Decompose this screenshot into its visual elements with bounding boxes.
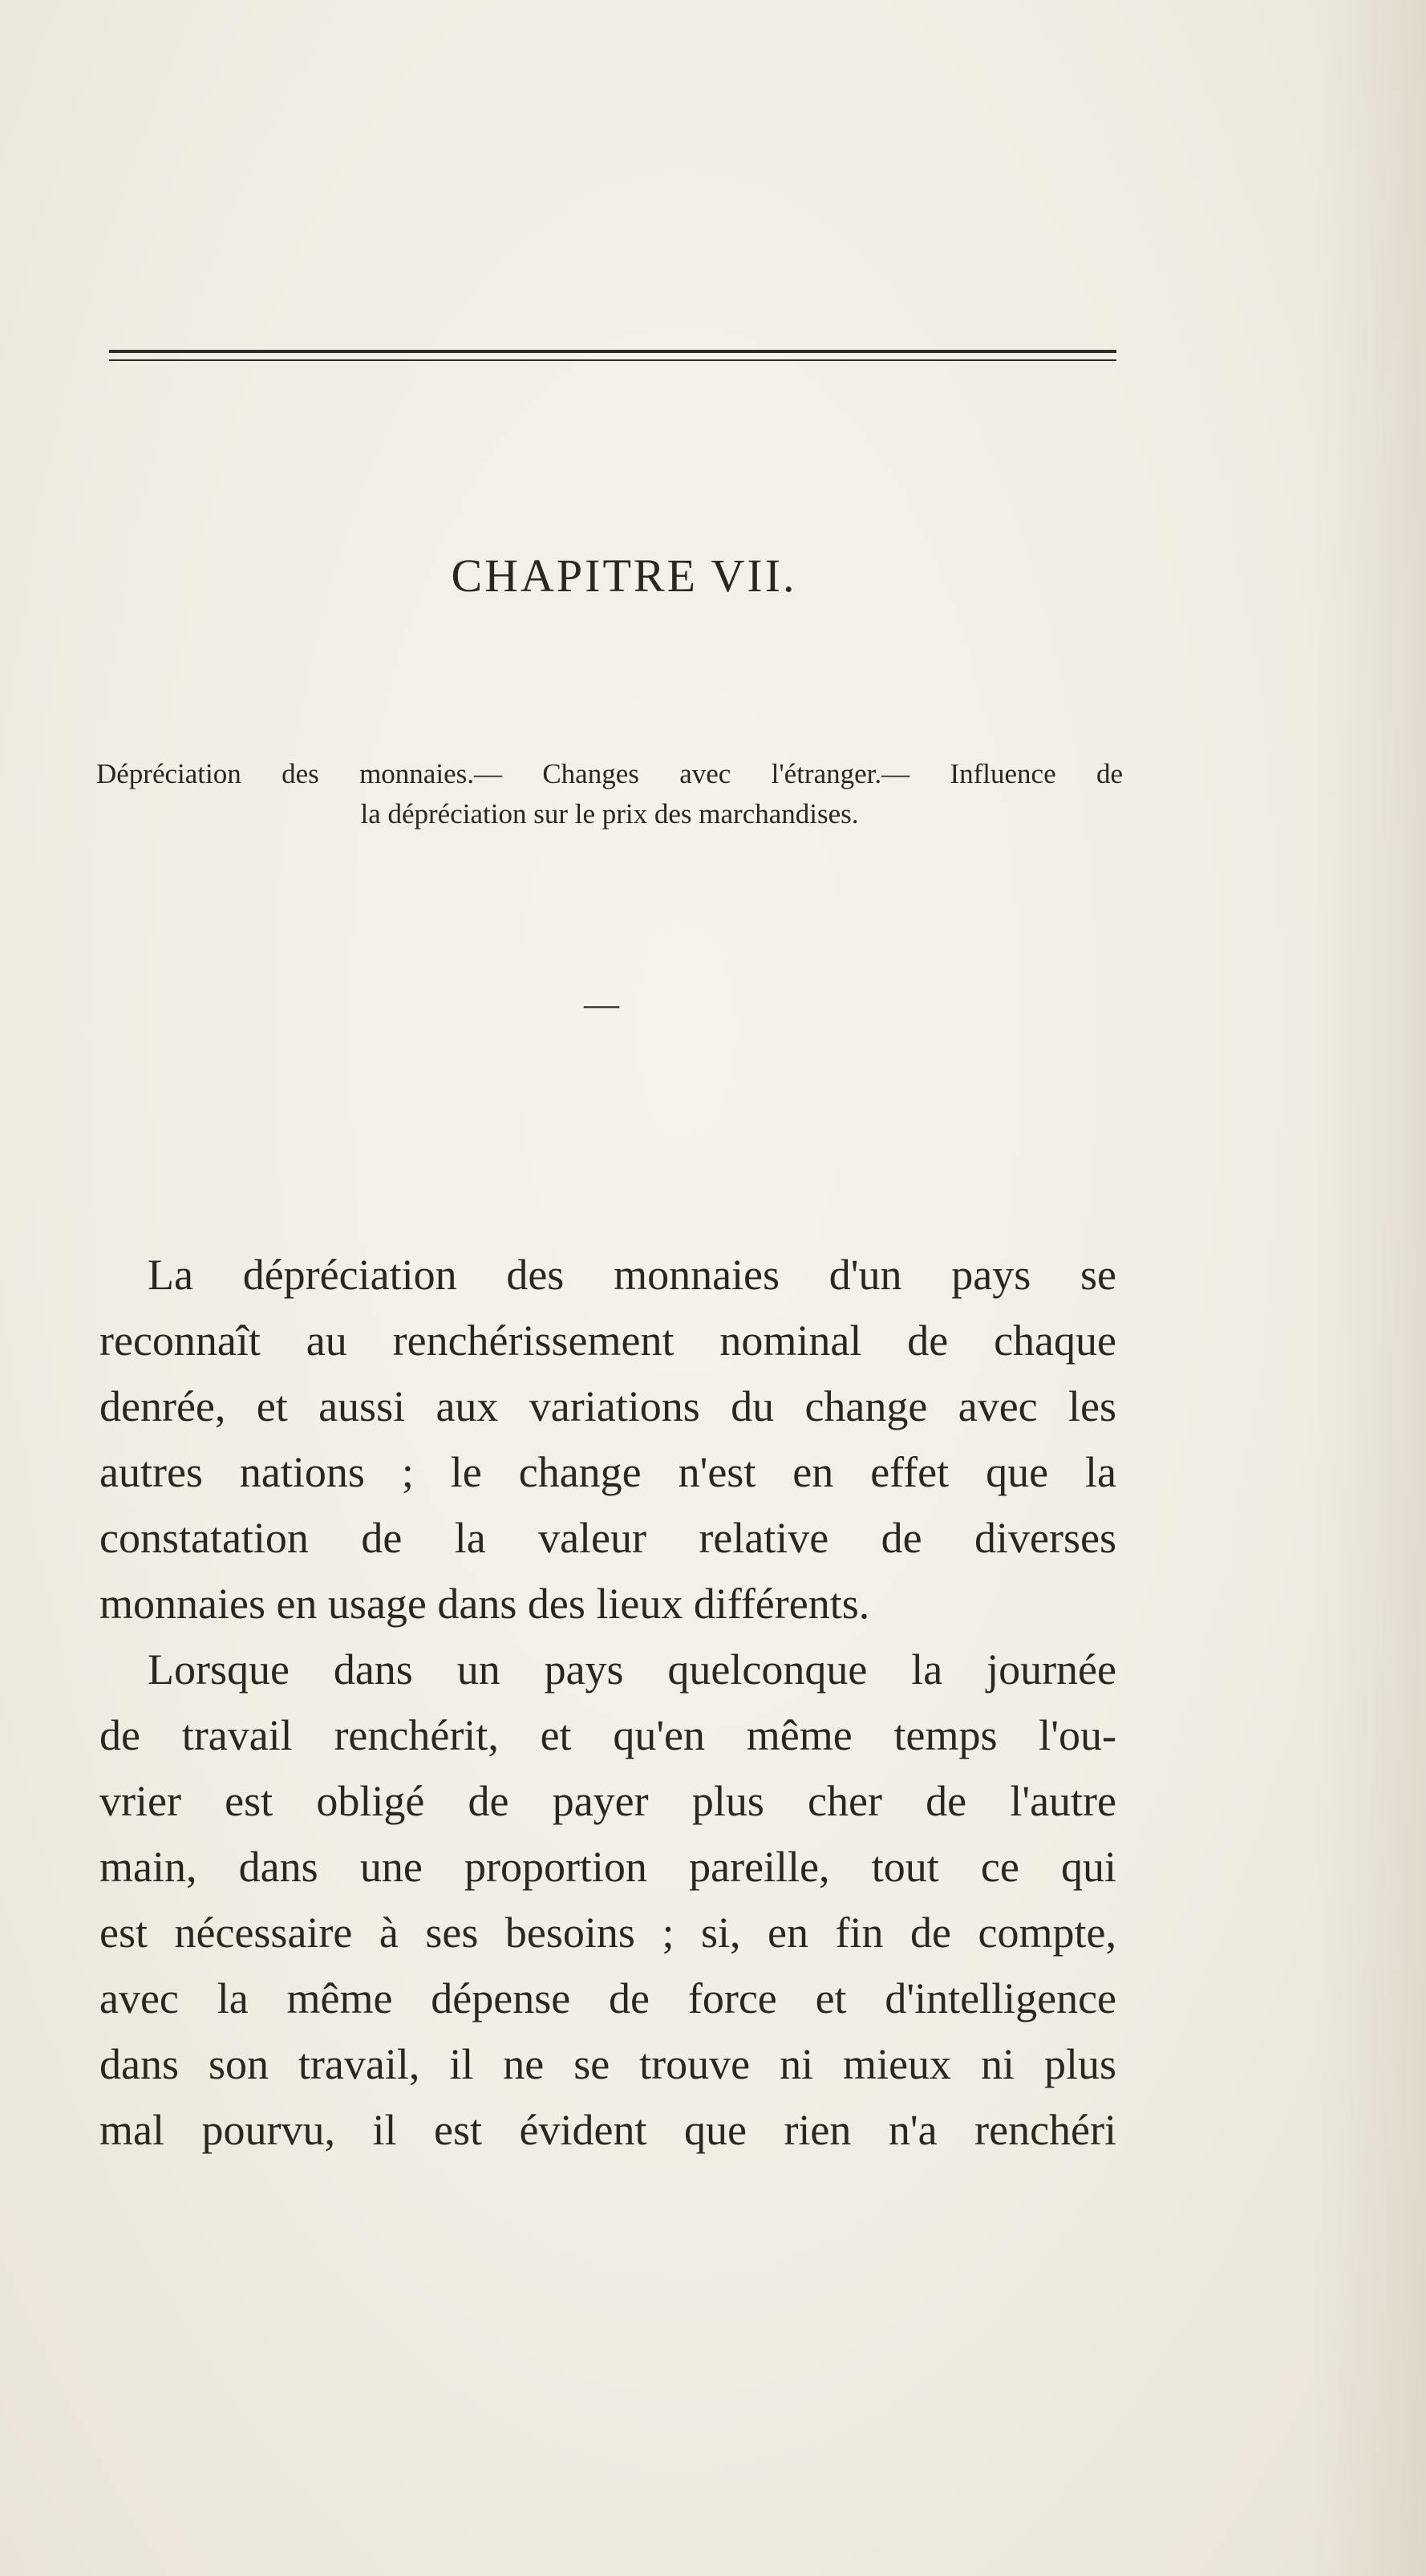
text-line: La dépréciation des monnaies d'un pays se: [148, 1251, 1116, 1299]
text-line: monnaies en usage dans des lieux différents.: [99, 1580, 870, 1628]
chapter-title: CHAPITRE VII.: [451, 550, 797, 602]
header-rule-thick: [109, 350, 1116, 353]
summary-line: Dépréciation des monnaies.— Changes avec l'étranger.— Influence de: [96, 758, 1123, 789]
text-line: denrée, et aussi aux variations du change avec les: [99, 1382, 1116, 1430]
text-line: dans son travail, il ne se trouve ni mieux ni plus: [99, 2040, 1116, 2088]
header-rule-thin: [109, 359, 1116, 361]
text-line: reconnaît au renchérissement nominal de chaque: [99, 1316, 1116, 1365]
text-line: constatation de la valeur relative de diverses: [99, 1514, 1116, 1562]
paragraph: [99, 1637, 1116, 2163]
text-line: vrier est obligé de payer plus cher de l'autre: [99, 1777, 1116, 1825]
chapter-summary: [96, 754, 1123, 834]
paragraph: [99, 1242, 1116, 1637]
body-text: [99, 1242, 1116, 2163]
page-edge-shadow: [1314, 0, 1426, 2576]
text-line: avec la même dépense de force et d'intelligence: [99, 1974, 1116, 2022]
text-line: Lorsque dans un pays quelconque la journée: [148, 1645, 1116, 1694]
summary-line: la dépréciation sur le prix des marchandises.: [360, 798, 859, 830]
text-line: main, dans une proportion pareille, tout ce qui: [99, 1843, 1116, 1891]
section-separator: —: [584, 984, 619, 1024]
text-line: autres nations ; le change n'est en effet que la: [99, 1448, 1116, 1496]
text-line: de travail renchérit, et qu'en même temps l'ou-: [99, 1711, 1116, 1759]
text-line: mal pourvu, il est évident que rien n'a renchéri: [99, 2106, 1116, 2154]
text-line: est nécessaire à ses besoins ; si, en fin de compte,: [99, 1909, 1116, 1957]
